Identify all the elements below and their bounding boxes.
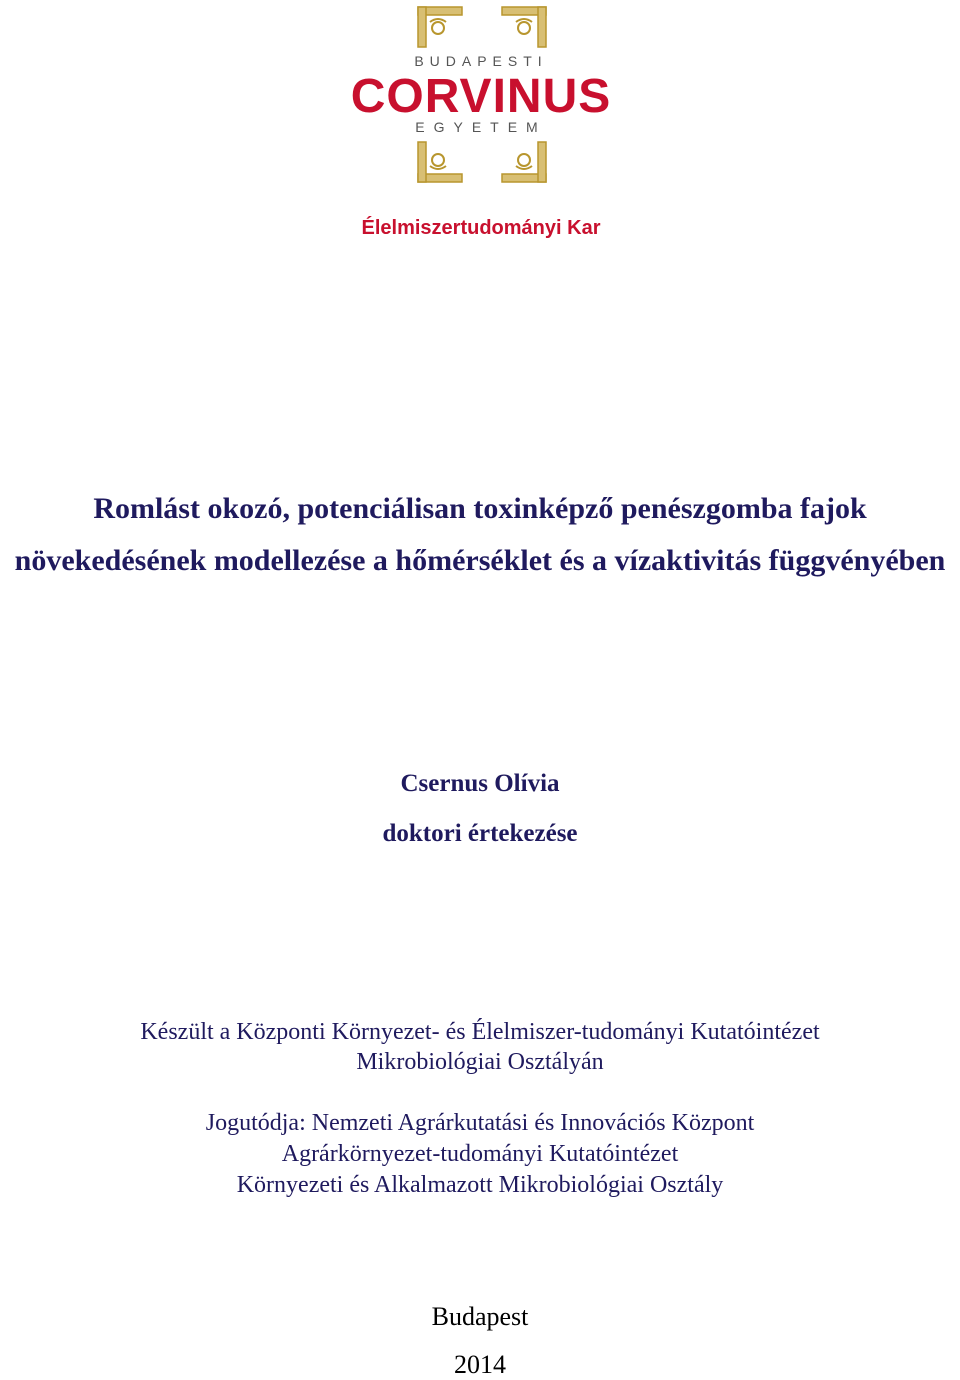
ornament-bottom-right (502, 142, 546, 182)
document-type: doktori értekezése (382, 820, 578, 847)
successor-line-1: Jogutódja: Nemzeti Agrárkutatási és Innovációs Központ (205, 1110, 755, 1136)
institution-line-2: Mikrobiológiai Osztályán (356, 1049, 604, 1075)
logo-main-text: CORVINUS (350, 70, 612, 123)
logo-top-text: BUDAPESTI (414, 53, 548, 69)
successor-line-2: Agrárkörnyezet-tudományi Kutatóintézet (281, 1141, 679, 1167)
publication-year: 2014 (454, 1350, 506, 1379)
ornament-top-left (418, 7, 462, 47)
dissertation-title-line-1: Romlást okozó, potenciálisan toxinképző penészgomba fajok (93, 492, 867, 525)
ornament-bottom-left (418, 142, 462, 182)
university-logo (0, 0, 960, 250)
author-name: Csernus Olívia (400, 770, 560, 797)
ornament-top-right (502, 7, 546, 47)
faculty-name: Élelmiszertudományi Kar (361, 217, 601, 239)
logo-bottom-text: EGYETEM (415, 119, 547, 135)
successor-line-3: Környezeti és Alkalmazott Mikrobiológiai Osztály (236, 1172, 724, 1198)
institution-line-1: Készült a Központi Környezet- és Élelmiszer-tudományi Kutatóintézet (140, 1019, 820, 1045)
dissertation-title-line-2: növekedésének modellezése a hőmérséklet és a vízaktivitás függvényében (14, 544, 946, 577)
publication-city: Budapest (431, 1302, 529, 1331)
